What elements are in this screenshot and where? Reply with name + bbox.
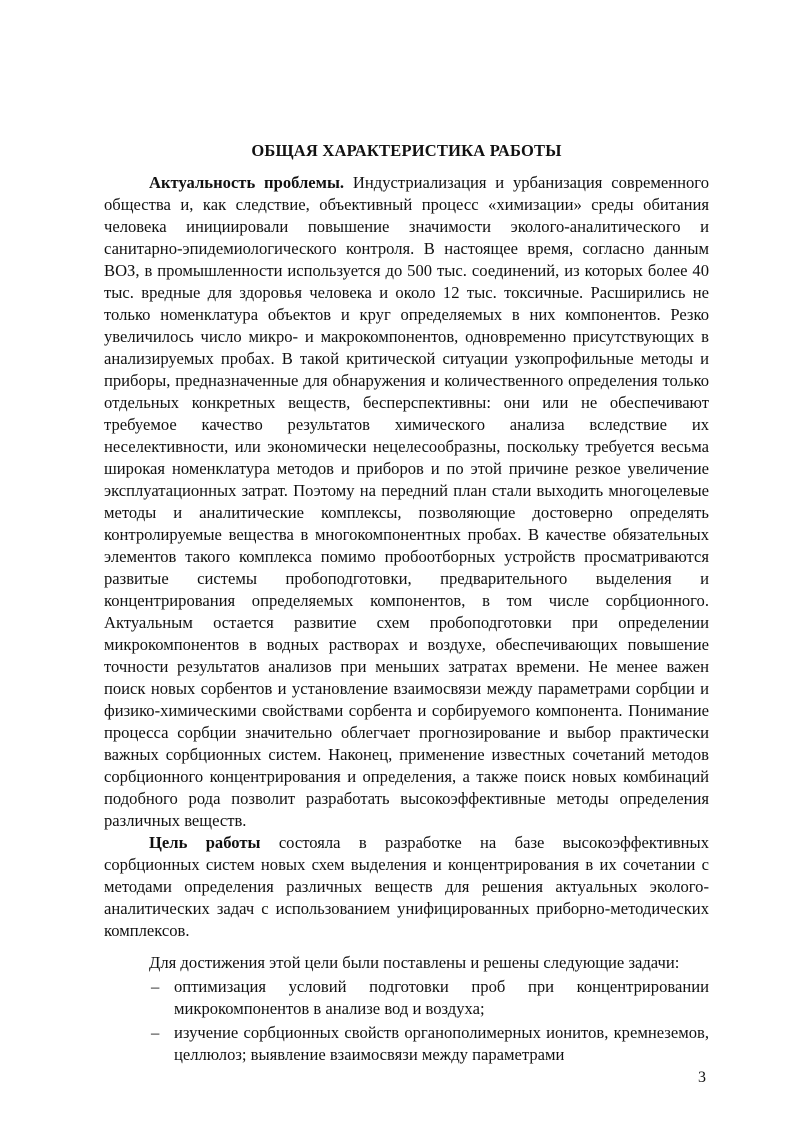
dash-marker: – bbox=[151, 1023, 160, 1042]
list-item bbox=[104, 976, 709, 1020]
page-title: ОБЩАЯ ХАРАКТЕРИСТИКА РАБОТЫ bbox=[251, 141, 562, 160]
relevance-heading: Актуальность проблемы. bbox=[149, 173, 345, 192]
paragraph-relevance bbox=[104, 172, 709, 832]
list-item bbox=[104, 1022, 709, 1066]
task-text: изучение сорбционных свойств органополимерных ионитов, кремнеземов, целлюлоз; выявление взаимосвязи между параметрами bbox=[174, 1023, 709, 1064]
tasks-intro: Для достижения этой цели были поставлены и решены следующие задачи: bbox=[149, 953, 680, 972]
task-text: оптимизация условий подготовки проб при концентрировании микрокомпонентов в анализе вод и воздуха; bbox=[174, 977, 709, 1018]
relevance-text: Индустриализация и урбанизация современного общества и, как следствие, объективный процесс «химизации» среды обитания человека инициировали повышение значимости эколого-аналитического и санитарно-эпидемиологического контроля. В настоящее время, согласно данным ВОЗ, в промышленности используется до 500 тыс. соединений, из которых более 40 тыс. вредные для здоровья человека и около 12 тыс. токсичные. Расширились не только номенклатура объектов и круг определяемых в них компонентов. Резко увеличилось число микро- и макрокомпонентов, одновременно присутствующих в анализируемых пробах. В такой критической ситуации узкопрофильные методы и приборы, предназначенные для обнаружения и количественного определения только отдельных конкретных веществ, бесперспективны: они или не обеспечивают требуемое качество результатов химического анализа вследствие их неселективности, или экономически нецелесообразны, поскольку требуется весьма широкая номенклатура методов и приборов и по этой причине резкое увеличение эксплуатационных затрат. Поэтому на передний план стали выходить многоцелевые методы и аналитические комплексы, позволяющие достоверно определять контролируемые вещества в многокомпонентных пробах. В качестве обязательных элементов такого комплекса помимо пробоотборных устройств просматриваются развитые системы пробоподготовки, предварительного выделения и концентрирования определяемых компонентов, в том числе сорбционного. Актуальным остается развитие схем пробоподготовки при определении микрокомпонентов в водных растворах и воздухе, обеспечивающих повышение точности результатов анализов при меньших затратах времени. Не менее важен поиск новых сорбентов и установление взаимосвязи между параметрами сорбции и физико-химическими свойствами сорбента и сорбируемого компонента. Понимание процесса сорбции значительно облегчает прогнозирование и выбор практически важных сорбционных систем. Наконец, применение известных сочетаний методов сорбционного концентрирования и определения, а также поиск новых комбинаций подобного рода позволит разработать высокоэффективные методы определения различных веществ. bbox=[104, 173, 709, 830]
paragraph-goal bbox=[104, 832, 709, 942]
tasks-list bbox=[104, 976, 709, 1066]
page-number: 3 bbox=[698, 1069, 706, 1086]
dash-marker: – bbox=[151, 977, 160, 996]
goal-heading: Цель работы bbox=[149, 833, 261, 852]
goal-text: состояла в разработке на базе высокоэффективных сорбционных систем новых схем выделения и концентрирования в их сочетании с методами определения различных веществ для решения актуальных эколого-аналитических задач с использованием унифицированных приборно-методических комплексов. bbox=[104, 833, 709, 940]
page-content bbox=[104, 140, 709, 1066]
